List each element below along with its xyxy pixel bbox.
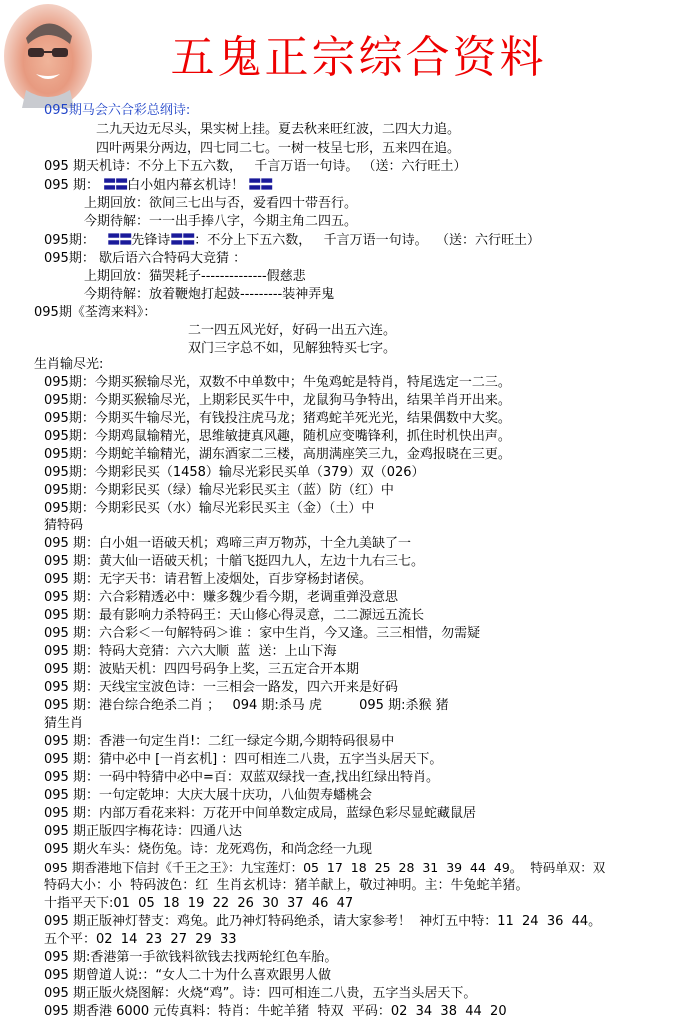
list-item: 095期：今期蛇羊输精光，湖东酒家二三楼，高朋满座笑三九，金鸡报晓在三更。 xyxy=(44,447,511,462)
list-item: 095 期：六合彩精透必中：赚多魏少看今期，老调重弹没意思 xyxy=(44,590,398,605)
verse-line: 二九天边无尽头，果实树上挂。夏去秋来旺红波，二四大力追。 xyxy=(96,122,461,137)
list-item: 095 期：内部万看花来料：万花开中间单数定成局，蓝绿色彩尽显蛇藏鼠居 xyxy=(44,806,476,821)
page-title: 五鬼正宗综合资料 xyxy=(170,32,547,83)
list-item: 095 期：猜中必中 [一肖玄机] ：四可相连二八贵，五字当头居天下。 xyxy=(44,752,443,767)
text-line xyxy=(44,177,272,195)
text-span: ：不分上下五六数， 千言万语一句诗。 （送：六行旺土） xyxy=(194,233,540,248)
text-line: 今期待解：放着鞭炮打起鼓---------装神弄鬼 xyxy=(84,287,335,302)
list-item: 095期：今期买牛输尽光，有钱投注虎马龙；猪鸡蛇羊死光光，结果偶数中大奖。 xyxy=(44,411,511,426)
verse-heading: 095期马会六合彩总纲诗: xyxy=(44,103,191,118)
list-item: 095 期香港 6000 元传真料：特肖：牛蛇羊猪 特双 平码：02 34 38 44 20 xyxy=(44,1004,507,1019)
list-item: 十指平天下:01 05 18 19 22 26 30 37 46 47 xyxy=(44,896,354,911)
list-item: 095 期：天线宝宝波色诗：一三相会一路发，四六开来是好码 xyxy=(44,680,398,695)
bars-icon: 〓〓 xyxy=(248,178,273,193)
list-item: 095 期：六合彩＜一句解特码＞谁 ：家中生肖，今又逢。三三相惜，勿需疑 xyxy=(44,626,481,641)
section-heading: 猜生肖 xyxy=(44,716,84,731)
list-item: 095期：今期买猴输尽光，双数不中单数中；牛兔鸡蛇是特肖，特尾选定一二三。 xyxy=(44,375,511,390)
list-item: 095 期：黄大仙一语破天机；十艏飞挺四九人，左边十九右三七。 xyxy=(44,554,424,569)
list-item: 095 期：白小姐一语破天机；鸡啼三声万物苏，十全九美缺了一 xyxy=(44,536,411,551)
list-item: 095 期正版神灯替支：鸡兔。此乃神灯特码绝杀，请大家参考！ 神灯五中特：11 24 36 44。 xyxy=(44,914,602,929)
list-item: 095期：今期鸡鼠输精光，思维敏捷真风趣，随机应变嘴锋利，抓住时机快出声。 xyxy=(44,429,511,444)
list-item: 095 期：特码大竞猜：六六大顺 蓝 送：上山下海 xyxy=(44,644,337,659)
bars-icon: 〓〓 xyxy=(107,233,132,248)
list-item: 095 期:香港第一手欲钱料欲钱去找两轮红色车胎。 xyxy=(44,950,338,965)
list-item: 095期：今期彩民买（1458）输尽光彩民买单（379）双（026） xyxy=(44,465,425,480)
verse-line: 二一四五风光好，好码一出五六连。 xyxy=(188,323,397,338)
text-span: 白小姐内幕玄机诗！ xyxy=(127,178,245,193)
bars-icon: 〓〓 xyxy=(170,233,195,248)
list-item: 095 期：港台综合绝杀二肖 ； 094 期:杀马 虎 095 期:杀猴 猪 xyxy=(44,698,449,713)
text-prefix: 095期： xyxy=(44,233,95,248)
bars-icon: 〓〓 xyxy=(103,178,128,193)
list-item: 095 期正版四字梅花诗：四通八达 xyxy=(44,824,242,839)
list-item: 特码大小：小 特码波色：红 生肖玄机诗：猪羊献上，敬过神明。主：牛兔蛇羊猪。 xyxy=(44,878,529,893)
text-line: 上期回放：欲间三七出与否，爱看四十带吾行。 xyxy=(84,196,358,211)
list-item: 095期：今期买猴输尽光，上期彩民买牛中，龙鼠狗马争特出，结果羊肖开出来。 xyxy=(44,393,511,408)
list-item: 095 期火车头：烧伤兔。诗：龙死鸡伤，和尚念经一九现 xyxy=(44,842,372,857)
section-heading: 生肖输尽光: xyxy=(34,357,104,372)
list-item: 095 期：一码中特猜中必中=百：双蓝双绿找一查,找出红绿出特肖。 xyxy=(44,770,439,785)
list-item: 095 期：波贴天机：四四号码争上奖，三五定合开本期 xyxy=(44,662,359,677)
list-item: 095 期：无字天书：请君暂上凌烟处，百步穿杨封诸侯。 xyxy=(44,572,372,587)
list-item: 095 期：最有影响力杀特码王：天山修心得灵意，二二源远五流长 xyxy=(44,608,424,623)
text-line: 上期回放：猫哭耗子--------------假慈悲 xyxy=(84,269,306,284)
text-line: 095期《荃湾来料》： xyxy=(34,305,157,320)
list-item: 095期：今期彩民买（水）输尽光彩民买主（金）（土）中 xyxy=(44,501,375,516)
text-line xyxy=(44,232,540,250)
list-item: 五个平：02 14 23 27 29 33 xyxy=(44,932,237,947)
section-heading: 猜特码 xyxy=(44,518,84,533)
list-item: 095 期正版火烧图解：火烧“鸡”。诗：四可相连二八贵，五字当头居天下。 xyxy=(44,986,477,1001)
text-line: 095 期天机诗：不分上下五六数， 千言万语一句诗。 （送：六行旺土） xyxy=(44,159,467,174)
list-item: 095期：今期彩民买（绿）输尽光彩民买主（蓝）防（红）中 xyxy=(44,483,394,498)
verse-line: 双门三字总不如，见解独特买七字。 xyxy=(188,341,397,356)
list-item: 095 期香港地下信封《千王之王》：九宝莲灯：05 17 18 25 28 31 39 44 49。 特码单双：双 xyxy=(44,860,606,875)
list-item: 095 期：一句定乾坤：大庆大展十庆功，八仙贺寿蟠桃会 xyxy=(44,788,372,803)
text-prefix: 095 期： xyxy=(44,178,99,193)
text-line: 095期： 歇后语六合特码大竞猜 ： xyxy=(44,251,247,266)
list-item: 095 期：香港一句定生肖!：二红一绿定今期,今期特码很易中 xyxy=(44,734,395,749)
text-span: 先锋诗 xyxy=(131,233,171,248)
verse-line: 四叶两果分两边，四七同二七。一树一枝呈七形，五来四在追。 xyxy=(96,141,461,156)
text-line: 今期待解：一一出手捧八字，今期主角二四五。 xyxy=(84,214,358,229)
list-item: 095 期曾道人说:：“女人二十为什么喜欢跟男人做 xyxy=(44,968,332,983)
